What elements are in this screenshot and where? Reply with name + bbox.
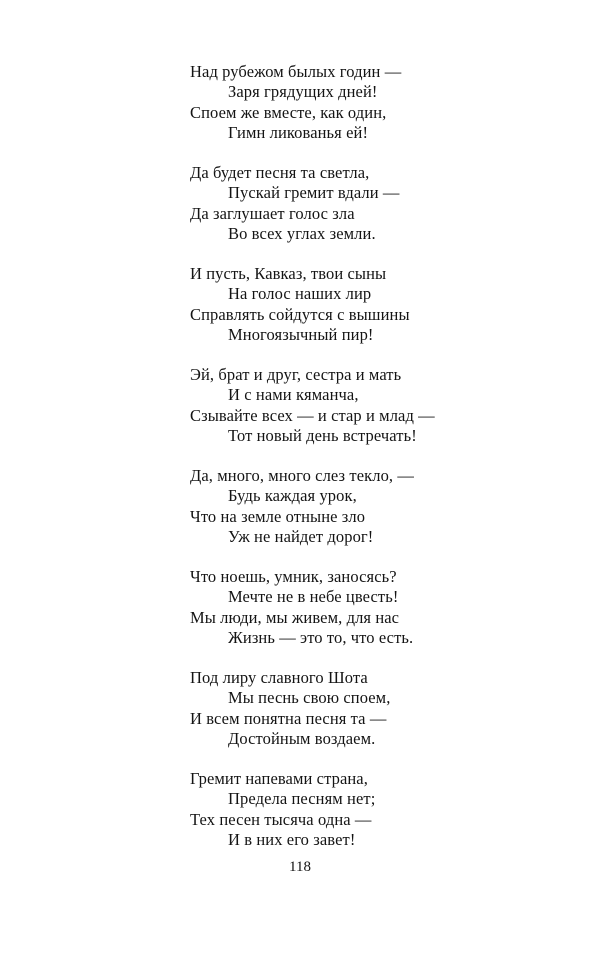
poem-line: Мы люди, мы живем, для нас (190, 607, 400, 627)
poem-line: На голос наших лир (228, 284, 372, 304)
poem-line: Заря грядущих дней! (228, 82, 378, 102)
poem-line: Во всех углах земли. (228, 223, 376, 243)
poem-line: Гимн ликованья ей! (228, 122, 369, 142)
poem-line: Будь каждая урок, (228, 486, 357, 506)
poem-line: Справлять сойдутся с вышины (190, 304, 410, 324)
poem-line: Уж не найдет дорог! (228, 526, 374, 546)
poem-line: Что ноешь, умник, заносясь? (190, 567, 397, 586)
stanza-3 (190, 264, 570, 345)
poem-line: Что на земле отныне зло (190, 506, 366, 526)
poem-line: И с нами кяманча, (228, 385, 359, 405)
stanza-8 (190, 769, 570, 850)
poem (190, 62, 570, 870)
poem-line: Достойным воздаем. (228, 728, 376, 748)
poem-line: И в них его завет! (228, 829, 356, 849)
poem-line: Мы песнь свою споем, (228, 688, 391, 708)
poem-line: Предела песням нет; (228, 789, 376, 809)
poem-line: Многоязычный пир! (228, 324, 374, 344)
page-number: 118 (289, 859, 311, 875)
poem-line: Споем же вместе, как один, (190, 102, 387, 122)
stanza-4 (190, 365, 570, 446)
poem-line: Жизнь — это то, что есть. (228, 627, 414, 647)
poem-line: Сзывайте всех — и стар и млад — (190, 405, 435, 425)
stanza-2 (190, 163, 570, 244)
stanza-1 (190, 62, 570, 143)
poem-line: Да заглушает голос зла (190, 203, 355, 223)
poem-line: Да, много, много слез текло, — (190, 466, 414, 485)
poem-line: Пускай гремит вдали — (228, 183, 400, 203)
poem-line: Над рубежом былых годин — (190, 62, 402, 81)
poem-line: И всем понятна песня та — (190, 708, 387, 728)
poem-line: Мечте не в небе цвесть! (228, 587, 399, 607)
poem-line: И пусть, Кавказ, твои сыны (190, 264, 387, 283)
stanza-7 (190, 668, 570, 749)
poem-line: Тот новый день встречать! (228, 425, 417, 445)
poem-line: Тех песен тысяча одна — (190, 809, 372, 829)
poem-line: Гремит напевами страна, (190, 769, 368, 788)
poem-line: Эй, брат и друг, сестра и мать (190, 365, 402, 384)
poem-line: Под лиру славного Шота (190, 668, 368, 687)
stanza-5 (190, 466, 570, 547)
stanza-6 (190, 567, 570, 648)
poem-line: Да будет песня та светла, (190, 163, 370, 182)
